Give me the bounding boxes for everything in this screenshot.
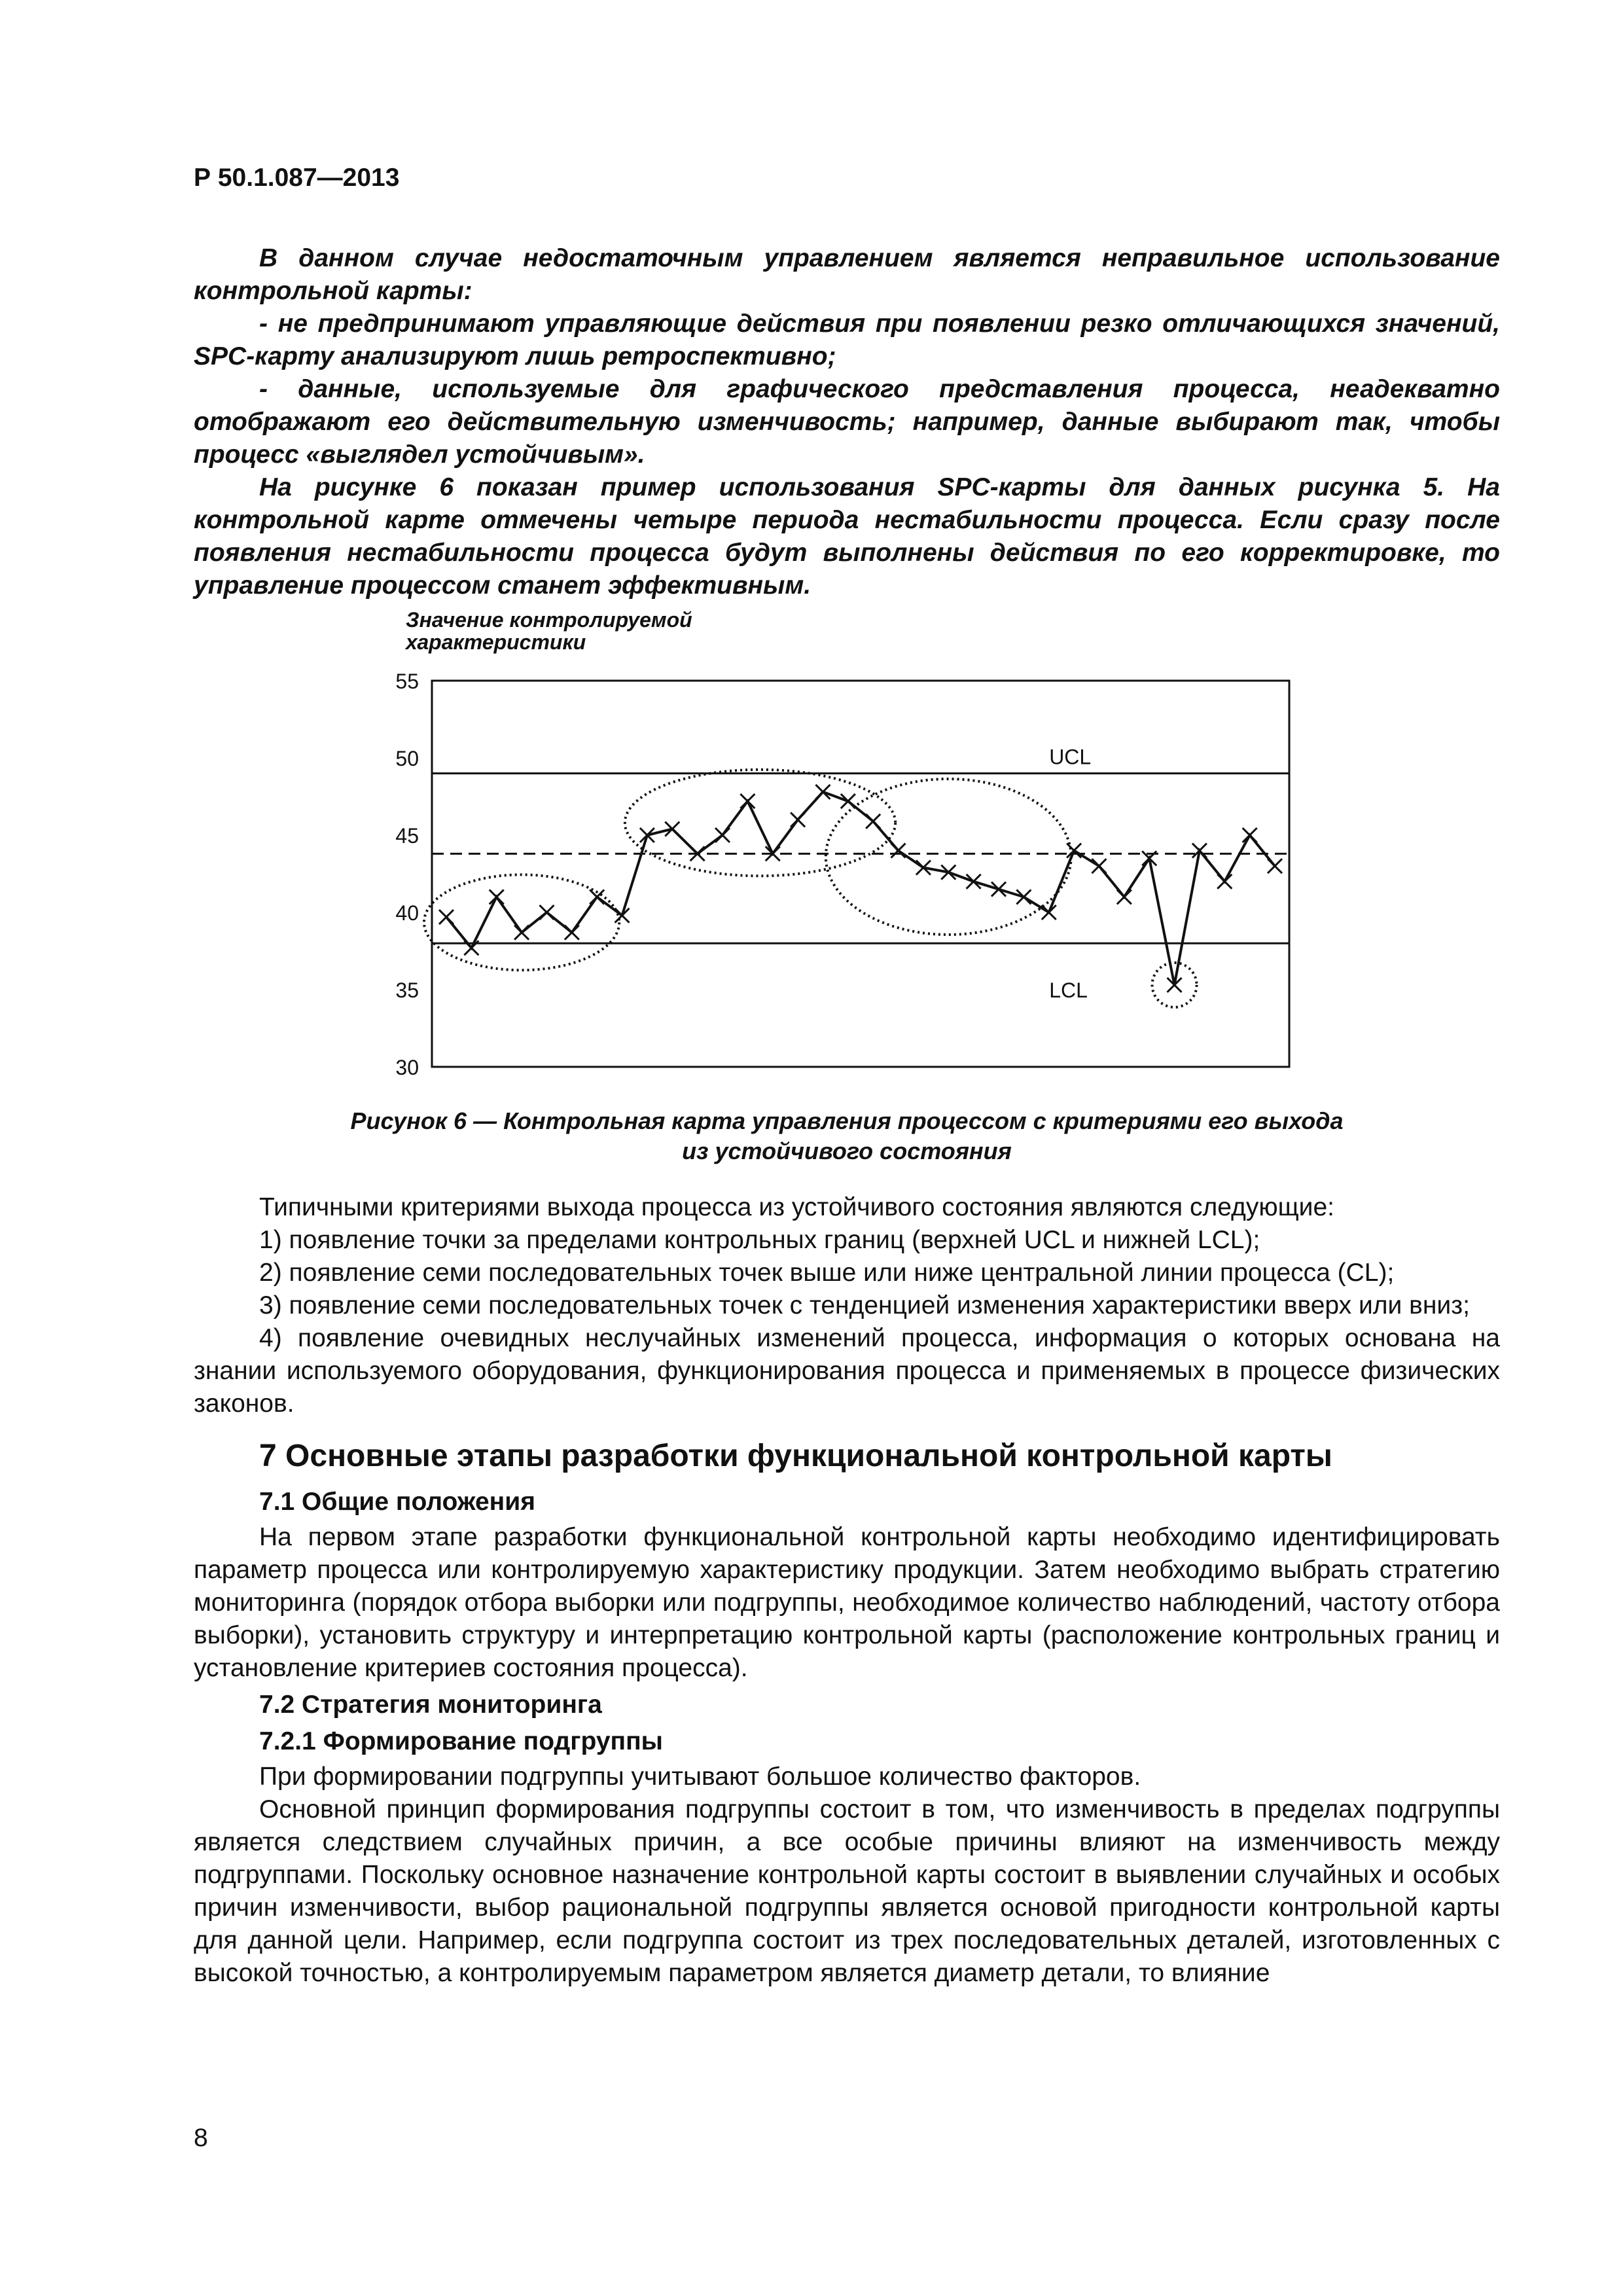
section-7-1-text: На первом этапе разработки функциональной контрольной карты необходимо идентифицировать параметр процесса или контролируемую характеристику продукции. Затем необходимо выбрать стратегию мониторинга (порядок отбора выборки или подгруппы, необходимое количество наблюдений, частоту отбора выборки), установить структуру и интерпретацию контрольной карты (расположение контрольных границ и установление критериев состояния процесса). xyxy=(194,1523,1500,1682)
data-point-marker xyxy=(991,882,1006,897)
y-axis-label: Значение контролируемой xyxy=(406,609,692,632)
data-point-marker xyxy=(439,910,454,924)
data-point-marker xyxy=(565,925,579,940)
data-point-marker xyxy=(1092,859,1106,873)
page-number: 8 xyxy=(194,2124,208,2152)
data-point-marker xyxy=(490,889,504,904)
data-point-marker xyxy=(891,844,906,858)
data-point-marker xyxy=(514,925,529,940)
section-7-2-1-title: 7.2.1 Формирование подгруппы xyxy=(259,1727,663,1755)
section-7-1-title: 7.1 Общие положения xyxy=(259,1488,535,1516)
criteria-item: 2) появление семи последовательных точек выше или ниже центральной линии процесса (CL); xyxy=(259,1259,1395,1287)
intro-block xyxy=(194,242,1500,602)
data-point-marker xyxy=(866,814,880,829)
document-code: Р 50.1.087—2013 xyxy=(194,164,400,192)
data-series-line xyxy=(446,792,1275,985)
ucl-label: UCL xyxy=(1049,745,1092,769)
criteria-intro: Типичными критериями выхода процесса из устойчивого состояния являются следующие: xyxy=(259,1193,1334,1221)
control-chart-figure xyxy=(353,609,1309,1093)
intro-paragraph: - не предпринимают управляющие действия при появлении резко отличающихся значений, SPC-карту анализируют лишь ретроспективно; xyxy=(194,310,1500,370)
y-axis-label: характеристики xyxy=(406,630,586,654)
intro-paragraph: - данные, используемые для графического представления процесса, неадекватно отображают его действительную изменчивость; например, данные выбирают так, чтобы процесс «выглядел устойчивым». xyxy=(194,375,1500,469)
intro-paragraph: В данном случае недостаточным управлением является неправильное использование контрольной карты: xyxy=(194,244,1500,305)
y-tick-label: 35 xyxy=(395,978,419,1002)
data-point-marker xyxy=(1268,859,1282,873)
data-point-marker xyxy=(967,874,981,889)
data-point-marker xyxy=(1243,828,1257,842)
criteria-item: 1) появление точки за пределами контрольных границ (верхней UCL и нижней LCL); xyxy=(259,1226,1260,1254)
data-point-marker xyxy=(1067,844,1081,858)
section-7-2-title: 7.2 Стратегия мониторинга xyxy=(259,1691,602,1719)
data-point-marker xyxy=(1016,889,1031,904)
data-point-marker xyxy=(815,785,830,799)
intro-paragraph: На рисунке 6 показан пример использования SPC-карты для данных рисунка 5. На контрольной карте отмечены четыре периода нестабильности процесса. Если сразу после появления нестабильности процесса будут выполнены действия по его корректировке, то управление процессом станет эффективным. xyxy=(194,473,1500,600)
data-point-marker xyxy=(539,905,554,920)
section-7-2-1-p1: При формировании подгруппы учитывают большое количество факторов. xyxy=(259,1763,1141,1791)
figure-caption-line2: из устойчивого состояния xyxy=(682,1138,1012,1164)
lcl-label: LCL xyxy=(1049,978,1088,1002)
criteria-item: 4) появление очевидных неслучайных изменений процесса, информация о которых основана на знании используемого оборудования, функционирования процесса и применяемых в процессе физических законов. xyxy=(194,1324,1500,1418)
y-tick-label: 50 xyxy=(395,747,419,770)
section-7-title: 7 Основные этапы разработки функциональной контрольной карты xyxy=(259,1439,1332,1473)
data-point-marker xyxy=(1117,889,1132,904)
criteria-item: 3) появление семи последовательных точек с тенденцией изменения характеристики вверх или вниз; xyxy=(259,1291,1470,1319)
section-7-2-1-p2: Основной принцип формирования подгруппы состоит в том, что изменчивость в пределах подгруппы является следствием случайных причин, а все особые причины влияют на изменчивость между подгруппами. Поскольку основное назначение контрольной карты состоит в выявлении случайных и особых причин изменчивости, выбор рациональной подгруппы является основой пригодности контрольной карты для данной цели. Например, если подгруппа состоит из трех последовательных деталей, изготовленных с высокой точностью, а контролируемым параметром является диаметр детали, то влияние xyxy=(194,1795,1500,1987)
data-point-marker xyxy=(740,794,755,808)
control-chart xyxy=(353,609,1309,1093)
plot-frame xyxy=(432,681,1289,1067)
criteria-block xyxy=(194,1191,1500,1990)
y-tick-label: 40 xyxy=(395,901,419,925)
y-tick-label: 30 xyxy=(395,1056,419,1079)
instability-highlight-ellipse xyxy=(424,874,619,970)
figure-caption-line1: Рисунок 6 — Контрольная карта управления процессом с критериями его выхода xyxy=(350,1107,1344,1134)
instability-highlight-ellipse xyxy=(826,779,1071,935)
figure-caption xyxy=(194,1106,1500,1166)
data-point-marker xyxy=(1217,874,1232,889)
y-tick-label: 55 xyxy=(395,670,419,693)
data-point-marker xyxy=(715,828,730,842)
data-point-marker xyxy=(791,812,805,827)
y-tick-label: 45 xyxy=(395,824,419,848)
